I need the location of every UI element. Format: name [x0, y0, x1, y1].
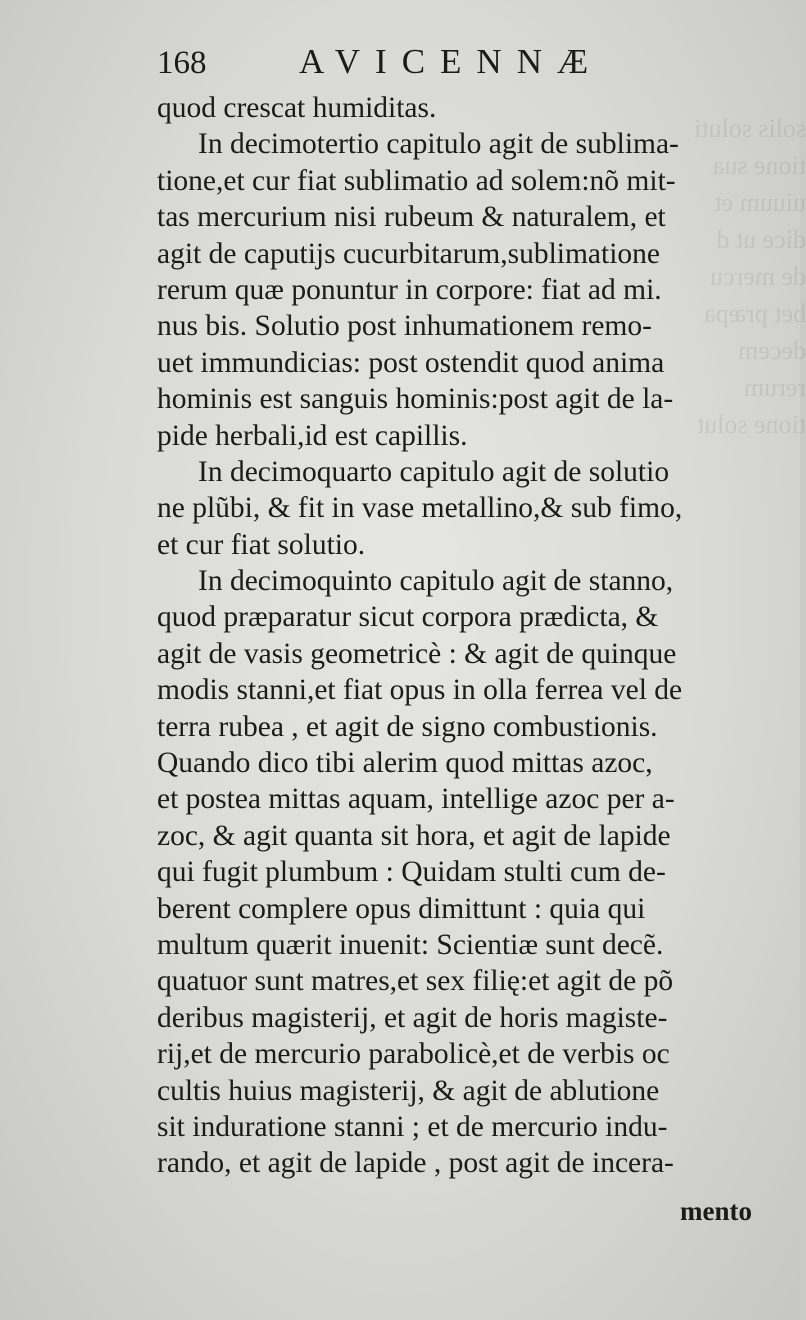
text-line: cultis huius magisterij, & agit de ablutione [157, 1074, 660, 1107]
show-through: solis soluti tione sua uiuum et dice ut d de mercu bet præpa decem rerum tione solut [694, 114, 806, 439]
text-line: uet immundicias: post ostendit quod anima [157, 346, 665, 379]
text-line: sit induratione stanni ; et de mercurio indu- [157, 1110, 668, 1143]
text-line: et cur fiat solutio. [157, 528, 366, 561]
text-line: et postea mittas aquam, intellige azoc per a- [157, 783, 675, 816]
text-line: quatuor sunt matres,et sex filię:et agit de põ [157, 965, 674, 998]
text-line: agit de vasis geometricè : & agit de quinque [157, 637, 677, 670]
text-line: deribus magisterij, et agit de horis magiste- [157, 1001, 668, 1034]
text-line: qui fugit plumbum : Quidam stulti cum de- [157, 856, 666, 889]
text-line: terra rubea , et agit de signo combustionis. [157, 710, 658, 743]
text-line: ne plũbi, & fit in vase metallino,& sub fimo, [157, 492, 683, 525]
text-line: tione,et cur fiat sublimatio ad solem:nõ mit- [157, 164, 676, 197]
text-line: zoc, & agit quanta sit hora, et agit de lapide [157, 819, 671, 852]
text-line: tas mercurium nisi rubeum & naturalem, et [157, 201, 666, 234]
text-line: agit de caputijs cucurbitarum,sublimatione [157, 237, 660, 270]
text-line: multum quærit inuenit: Scientiæ sunt decẽ. [157, 928, 664, 961]
text-line: berent complere opus dimittunt : quia qui [157, 892, 646, 925]
page-number: 168 [157, 45, 207, 81]
page-header [157, 42, 603, 92]
text-line: quod crescat humiditas. [157, 92, 437, 124]
text-line: rando, et agit de lapide , post agit de incera- [157, 1147, 674, 1180]
text-line: In decimoquarto capitulo agit de solutio [198, 455, 670, 488]
text-line: Quando dico tibi alerim quod mittas azoc, [157, 747, 653, 780]
text-line: quod præparatur sicut corpora prædicta, & [157, 601, 659, 634]
text-line: modis stanni,et fiat opus in olla ferrea vel de [157, 674, 683, 707]
text-line: In decimotertio capitulo agit de sublima- [198, 128, 679, 161]
catchword: mento [680, 1196, 752, 1226]
text-line: rerum quæ ponuntur in corpore: fiat ad mi. [157, 273, 662, 306]
text-line: rij,et de mercurio parabolicè,et de verbis oc [157, 1038, 670, 1071]
body-text [157, 90, 769, 1182]
text-line: nus bis. Solutio post inhumationem remo- [157, 310, 652, 343]
running-title: AVICENNÆ [299, 42, 604, 81]
text-line: In decimoquinto capitulo agit de stanno, [198, 565, 674, 598]
text-line: pide herbali,id est capillis. [157, 419, 468, 452]
text-line: hominis est sanguis hominis:post agit de la- [157, 383, 674, 416]
